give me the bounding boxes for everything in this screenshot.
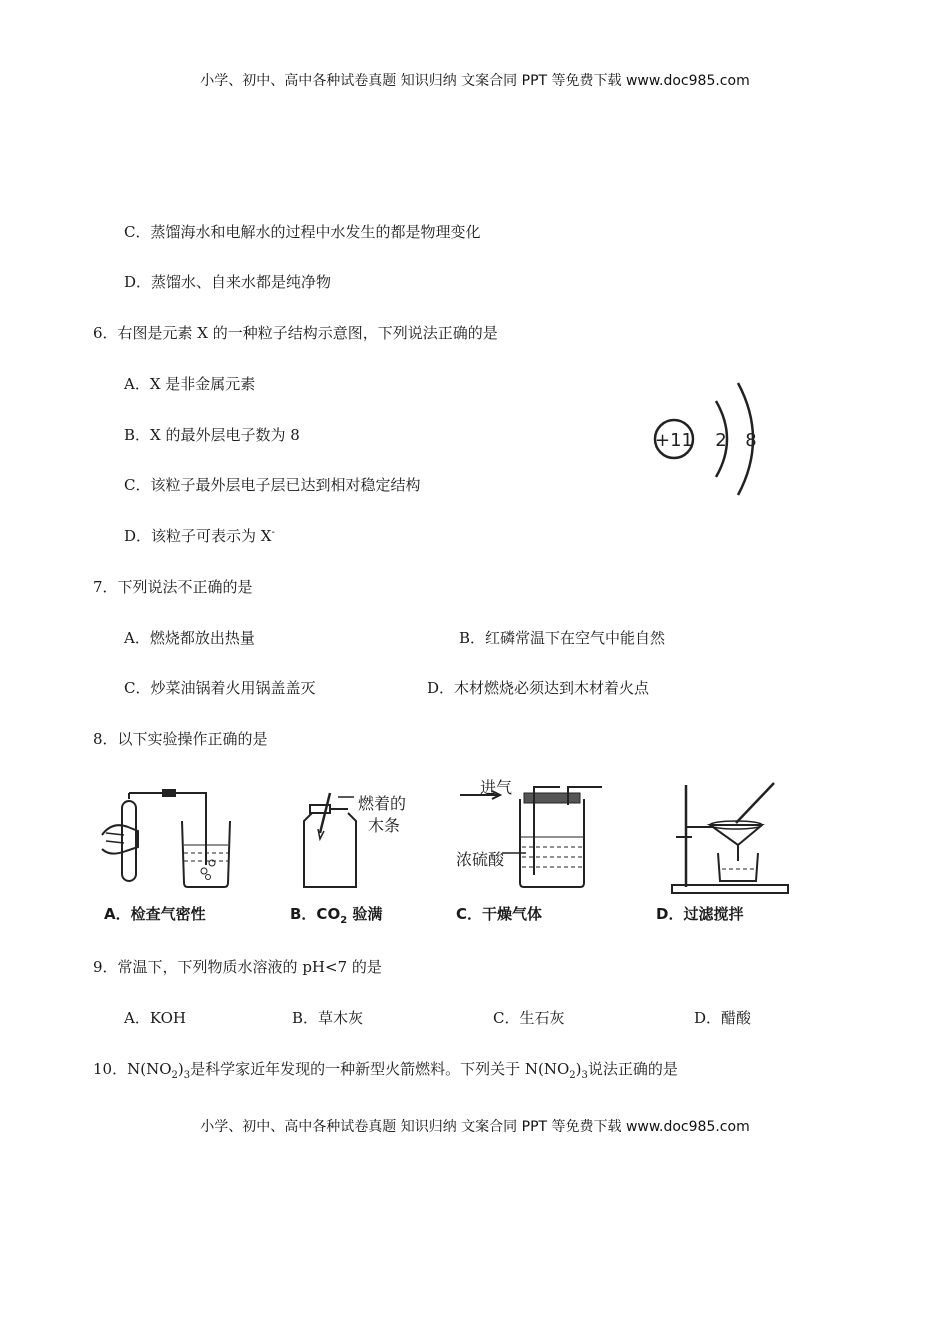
experiment-b-caption-suffix: 验满 xyxy=(347,905,383,923)
q10-stem-part-3: 是科学家近年发现的一种新型火箭燃料。下列关于 N(NO xyxy=(190,1060,570,1078)
q9-option-c: C．生石灰 xyxy=(493,1009,565,1027)
q6-option-c: C．该粒子最外层电子层已达到相对稳定结构 xyxy=(124,476,421,494)
experiment-b-caption-sub: 2 xyxy=(340,915,348,926)
experiment-b-label-2: 木条 xyxy=(368,816,401,835)
nucleus-charge: +11 xyxy=(655,430,693,451)
experiment-c-dry-gas xyxy=(456,775,616,925)
page-header: 小学、初中、高中各种试卷真题 知识归纳 文案合同 PPT 等免费下载 www.doc985.com xyxy=(200,73,750,89)
experiment-c-label-acid: 浓硫酸 xyxy=(456,850,505,869)
q10-stem-sub-1: 2 xyxy=(171,1070,178,1081)
page-footer: 小学、初中、高中各种试卷真题 知识归纳 文案合同 PPT 等免费下载 www.doc985.com xyxy=(200,1119,750,1135)
q9-option-a: A．KOH xyxy=(124,1009,187,1027)
q10-stem xyxy=(93,1059,678,1079)
q9-stem: 9．常温下，下列物质水溶液的 pH<7 的是 xyxy=(93,958,382,976)
q7-stem: 7．下列说法不正确的是 xyxy=(93,578,253,596)
q10-stem-sub-4: 3 xyxy=(581,1070,588,1081)
q10-stem-part-1: 10．N(NO xyxy=(93,1060,172,1078)
q10-stem-part-2: ) xyxy=(177,1060,184,1078)
q10-stem-part-4: ) xyxy=(575,1060,582,1078)
q9-option-d: D．醋酸 xyxy=(694,1009,752,1027)
q8-stem: 8．以下实验操作正确的是 xyxy=(93,730,268,748)
q5-option-d: D．蒸馏水、自来水都是纯净物 xyxy=(124,273,332,291)
experiment-d-filter-stir xyxy=(652,775,812,925)
experiment-b-caption xyxy=(290,903,382,924)
experiment-b-co2-test xyxy=(290,775,450,925)
q7-option-d: D．木材燃烧必须达到木材着火点 xyxy=(427,679,650,697)
q6-option-d xyxy=(124,526,275,546)
q7-option-c: C．炒菜油锅着火用锅盖盖灭 xyxy=(124,679,316,697)
q6-stem: 6．右图是元素 X 的一种粒子结构示意图，下列说法正确的是 xyxy=(93,324,498,342)
q6-option-a: A．X 是非金属元素 xyxy=(124,375,256,393)
q10-stem-sub-2: 3 xyxy=(183,1070,191,1081)
experiment-a-caption: A．检查气密性 xyxy=(104,905,206,923)
q7-option-a: A．燃烧都放出热量 xyxy=(124,629,255,647)
atom-structure-diagram xyxy=(640,377,790,497)
q10-stem-sub-3: 2 xyxy=(569,1070,576,1081)
experiment-b-caption-prefix: B．CO xyxy=(290,905,341,923)
experiment-a-airtightness xyxy=(98,775,258,925)
q9-option-b: B．草木灰 xyxy=(292,1009,364,1027)
shell-1-electrons: 2 xyxy=(715,430,727,451)
experiment-d-caption: D．过滤搅拌 xyxy=(656,905,744,923)
experiment-c-label-in: 进气 xyxy=(480,778,513,797)
q6-option-b: B．X 的最外层电子数为 8 xyxy=(124,426,300,444)
experiment-c-caption: C．干燥气体 xyxy=(456,905,543,923)
q5-option-c: C．蒸馏海水和电解水的过程中水发生的都是物理变化 xyxy=(124,223,481,241)
experiment-b-label-1: 燃着的 xyxy=(358,794,407,813)
q7-option-b: B．红磷常温下在空气中能自然 xyxy=(459,629,666,647)
q6-option-d-charge: - xyxy=(271,527,275,538)
shell-2-electrons: 8 xyxy=(745,430,757,451)
q6-option-d-text: D．该粒子可表示为 X xyxy=(124,527,272,545)
q10-stem-part-5: 说法正确的是 xyxy=(587,1060,678,1078)
